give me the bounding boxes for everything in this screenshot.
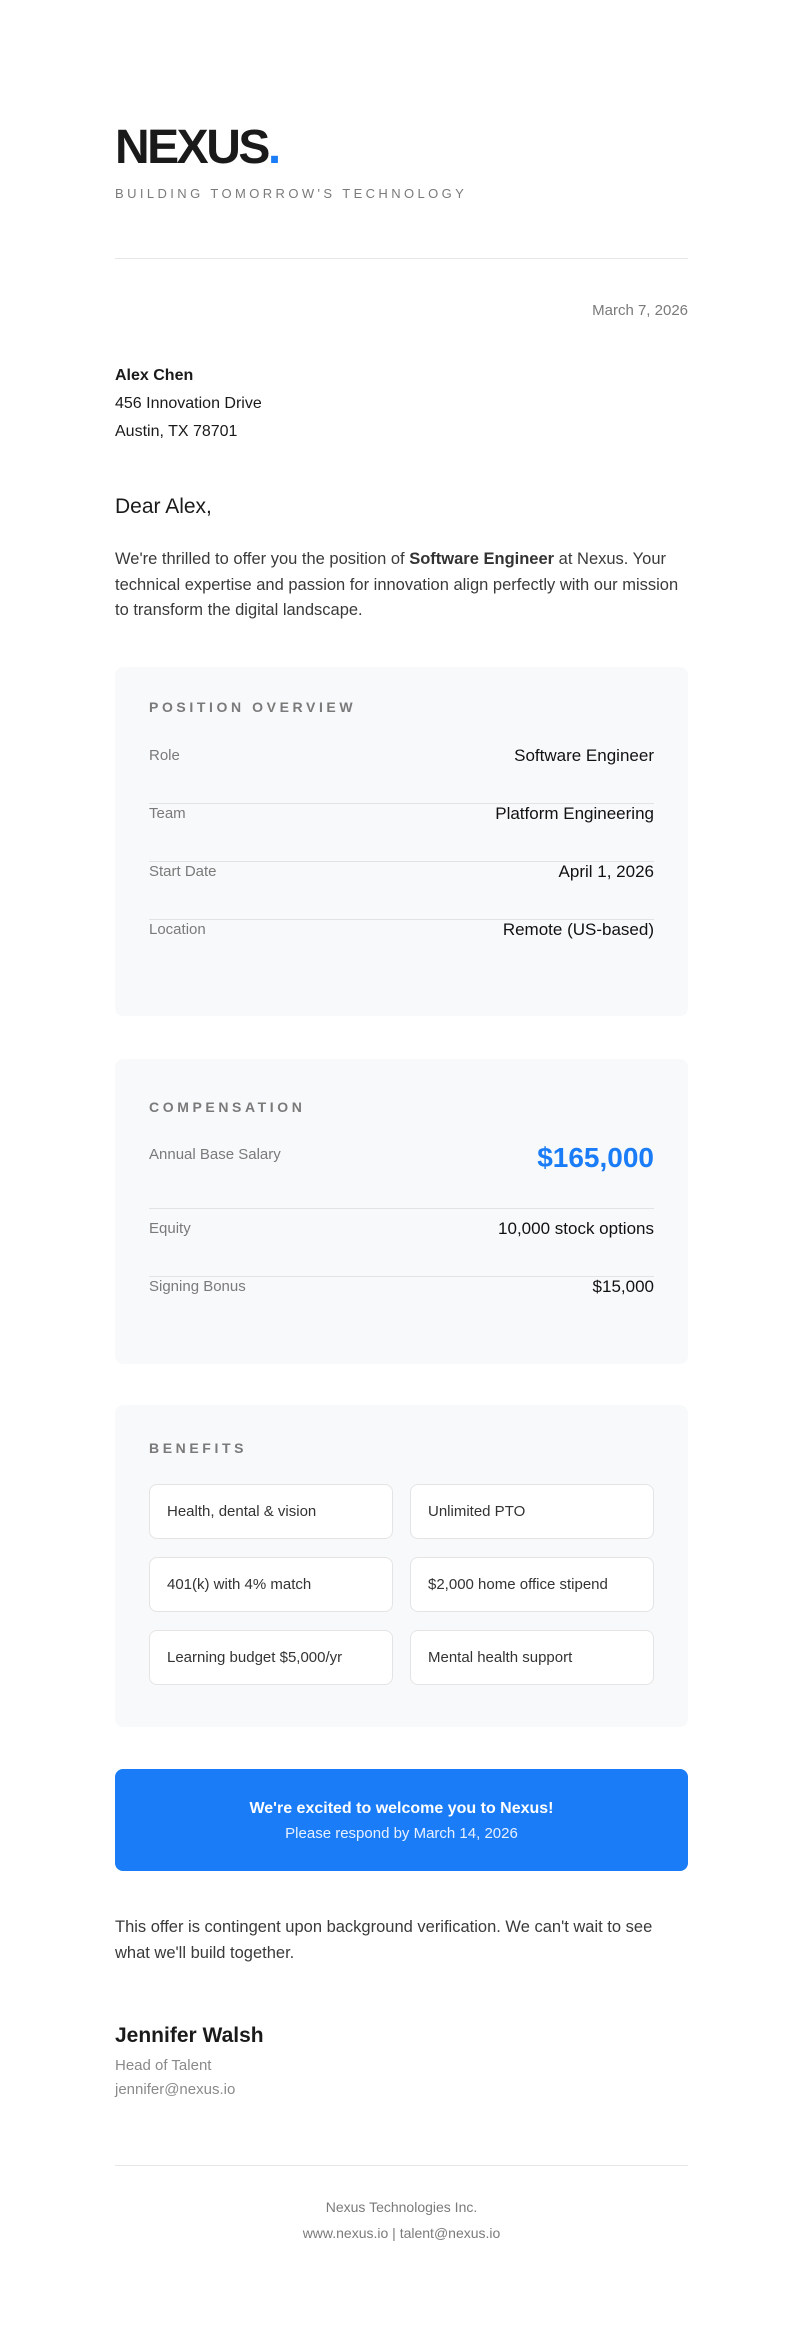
row-divider: [149, 1208, 654, 1209]
compensation-card: [115, 1059, 688, 1364]
position-label: Role: [149, 747, 180, 764]
intro-paragraph: [115, 547, 688, 624]
salary-value: $165,000: [537, 1142, 654, 1173]
compensation-title: COMPENSATION: [149, 1099, 306, 1115]
benefit-label: Mental health support: [428, 1649, 573, 1666]
intro-text-before: We're thrilled to offer you the position of: [115, 550, 410, 568]
signature-email: jennifer@nexus.io: [115, 2081, 236, 2098]
position-row-location: [149, 920, 654, 978]
signature-name: Jennifer Walsh: [115, 2024, 264, 2047]
benefit-item: [149, 1557, 393, 1612]
benefit-label: Learning budget $5,000/yr: [167, 1649, 343, 1666]
compensation-row-signing-bonus: [149, 1277, 654, 1335]
closing-paragraph: This offer is contingent upon background verification. We can't wait to see what we'll build together.: [115, 1918, 653, 1962]
intro-role: Software Engineer: [409, 550, 555, 568]
benefit-item: [410, 1630, 654, 1685]
recipient-address-line2: Austin, TX 78701: [115, 423, 238, 440]
respond-by-text: Please respond by March 14, 2026: [285, 1825, 518, 1842]
signature-role: Head of Talent: [115, 2057, 212, 2074]
benefits-title: BENEFITS: [149, 1440, 248, 1456]
position-row-team: [149, 804, 654, 862]
benefit-item: [410, 1557, 654, 1612]
compensation-label: Annual Base Salary: [149, 1146, 281, 1163]
position-value: Platform Engineering: [495, 804, 654, 823]
position-overview-card: [115, 667, 688, 1016]
benefit-item: [149, 1484, 393, 1539]
welcome-heading: We're excited to welcome you to Nexus!: [249, 1800, 554, 1817]
benefits-card: [115, 1405, 688, 1727]
compensation-row-salary: [149, 1142, 654, 1209]
brand-tagline: BUILDING TOMORROW'S TECHNOLOGY: [115, 186, 468, 201]
compensation-label: Signing Bonus: [149, 1278, 246, 1295]
footer-company: Nexus Technologies Inc.: [325, 2199, 478, 2215]
footer-divider: [115, 2165, 688, 2166]
benefit-item: [410, 1484, 654, 1539]
position-row-role: [149, 746, 654, 804]
position-row-start-date: [149, 862, 654, 920]
recipient-name: Alex Chen: [115, 367, 194, 384]
position-value: Software Engineer: [514, 746, 654, 765]
compensation-value: $15,000: [592, 1277, 654, 1296]
position-label: Location: [149, 921, 206, 938]
benefit-item: [149, 1630, 393, 1685]
recipient-address-line1: 456 Innovation Drive: [115, 395, 262, 412]
intro-text-after: at Nexus. Your technical expertise and passion for innovation align perfectly with our mission to transform the digital landscape.: [115, 550, 679, 619]
position-label: Start Date: [149, 863, 217, 880]
compensation-value: 10,000 stock options: [498, 1219, 654, 1238]
welcome-banner: [115, 1769, 688, 1871]
footer-contact: www.nexus.io | talent@nexus.io: [302, 2225, 501, 2241]
position-overview-title: POSITION OVERVIEW: [149, 699, 357, 715]
brand-name: NEXUS: [115, 121, 268, 174]
benefit-label: Unlimited PTO: [428, 1503, 526, 1520]
header-divider: [115, 258, 688, 259]
benefit-label: $2,000 home office stipend: [428, 1576, 608, 1593]
position-value: Remote (US-based): [502, 920, 654, 939]
benefit-label: Health, dental & vision: [167, 1503, 317, 1520]
brand-logo: [115, 118, 688, 178]
position-value: April 1, 2026: [558, 862, 654, 881]
brand-dot: .: [267, 121, 279, 174]
position-label: Team: [149, 805, 186, 822]
compensation-label: Equity: [149, 1220, 191, 1237]
benefit-label: 401(k) with 4% match: [167, 1576, 312, 1593]
greeting: Dear Alex,: [115, 495, 212, 518]
compensation-row-equity: [149, 1219, 654, 1277]
letter-date: March 7, 2026: [592, 302, 688, 319]
